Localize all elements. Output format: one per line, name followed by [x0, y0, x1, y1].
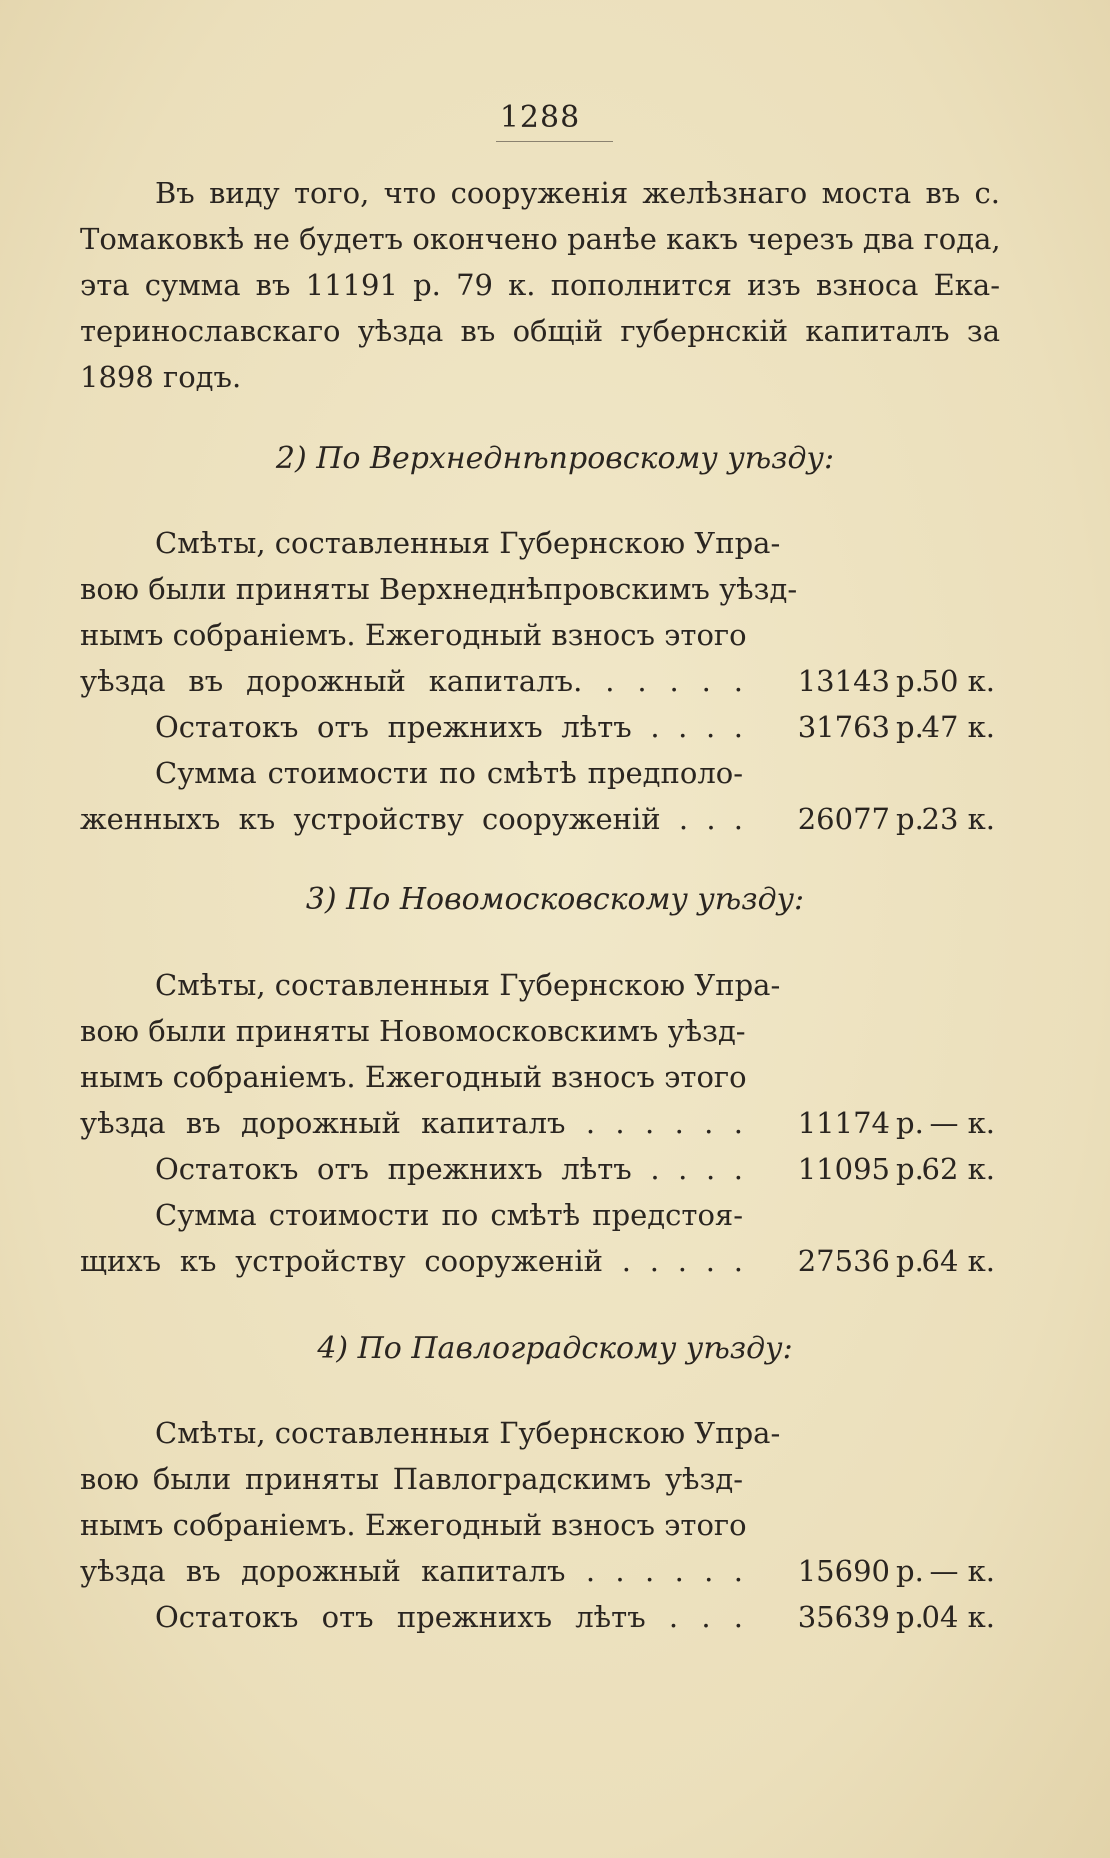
section-4-entry-1: уѣзда въ дорожный капиталъ . . . . . . 15690 р. — к.	[0, 1548, 1110, 1594]
kopecks: 64 к.	[921, 1244, 995, 1278]
kopecks: — к.	[929, 1106, 995, 1140]
intro-line-4: теринославскаго уѣзда въ общій губернскій капиталъ за	[80, 314, 1000, 348]
section-2-entry-3: женныхъ къ устройству сооруженій . . . 26077 р. 23 к.	[0, 796, 1110, 842]
section-2-para-line-1: Смѣты, составленныя Губернскою Упра-	[155, 526, 781, 560]
section-2-entry-3-line-1: Сумма стоимости по смѣтѣ предполо-	[155, 756, 743, 790]
amount: 31763	[797, 710, 890, 744]
section-2-para-line-2: вою были приняты Верхнеднѣпровскимъ уѣзд-	[80, 572, 798, 606]
section-4-para-line-3: нымъ собраніемъ. Ежегодный взносъ этого	[80, 1508, 747, 1542]
section-2-heading: 2) По Верхнеднѣпровскому уѣзду:	[275, 441, 835, 476]
intro-line-3: эта сумма въ 11191 р. 79 к. пополнится изъ взноса Ека-	[80, 268, 1000, 302]
page-number: 1288	[499, 100, 581, 135]
amount: 26077	[797, 802, 890, 836]
section-3-entry-3-line-1: Сумма стоимости по смѣтѣ предстоя-	[155, 1198, 743, 1232]
kopecks: 23 к.	[921, 802, 995, 836]
section-2-entry-1: уѣзда въ дорожный капиталъ. . . . . . 13143 р. 50 к.	[0, 658, 1110, 704]
amount: 11174	[797, 1106, 890, 1140]
section-2-entry-2: Остатокъ отъ прежнихъ лѣтъ . . . . 31763 р. 47 к.	[0, 704, 1110, 750]
amount: 35639	[797, 1600, 890, 1634]
section-4-para-line-1: Смѣты, составленныя Губернскою Упра-	[155, 1416, 781, 1450]
page-number-rule	[496, 141, 613, 142]
kopecks: 62 к.	[921, 1152, 995, 1186]
section-2-para-line-3: нымъ собраніемъ. Ежегодный взносъ этого	[80, 618, 747, 652]
section-3-para-line-1: Смѣты, составленныя Губернскою Упра-	[155, 968, 781, 1002]
kopecks: 47 к.	[921, 710, 995, 744]
section-4-entry-2: Остатокъ отъ прежнихъ лѣтъ . . . 35639 р. 04 к.	[0, 1594, 1110, 1640]
section-3-entry-2: Остатокъ отъ прежнихъ лѣтъ . . . . 11095 р. 62 к.	[0, 1146, 1110, 1192]
kopecks: 04 к.	[921, 1600, 995, 1634]
section-3-entry-3: щихъ къ устройству сооруженій . . . . . 27536 р. 64 к.	[0, 1238, 1110, 1284]
kopecks: 50 к.	[921, 664, 995, 698]
section-4-heading: 4) По Павлоградскому уѣзду:	[317, 1331, 793, 1366]
section-3-para-line-2: вою были приняты Новомосковскимъ уѣзд-	[80, 1014, 746, 1048]
intro-line-5: 1898 годъ.	[80, 360, 242, 394]
section-3-para-line-3: нымъ собраніемъ. Ежегодный взносъ этого	[80, 1060, 747, 1094]
amount: 27536	[797, 1244, 890, 1278]
section-3-heading: 3) По Новомосковскому уѣзду:	[305, 882, 805, 917]
amount: 13143	[797, 664, 890, 698]
kopecks: — к.	[929, 1554, 995, 1588]
amount: 15690	[797, 1554, 890, 1588]
section-4-para-line-2: вою были приняты Павлоградскимъ уѣзд-	[80, 1462, 743, 1496]
amount: 11095	[797, 1152, 890, 1186]
section-3-entry-1: уѣзда въ дорожный капиталъ . . . . . . 11174 р. — к.	[0, 1100, 1110, 1146]
intro-line-2: Томаковкѣ не будетъ окончено ранѣе какъ черезъ два года,	[80, 222, 1001, 256]
intro-line-1: Въ виду того, что сооруженія желѣзнаго моста въ с.	[155, 176, 1000, 210]
